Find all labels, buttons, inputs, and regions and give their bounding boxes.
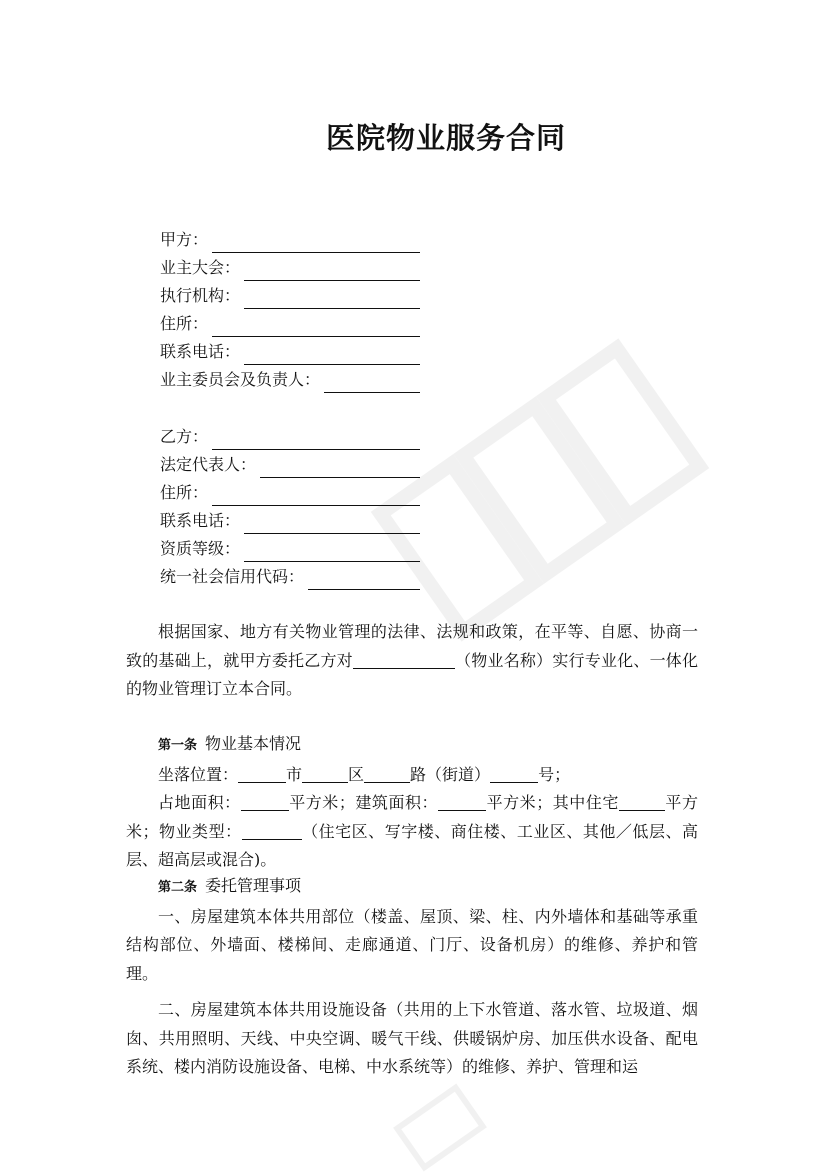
field-credit-code xyxy=(160,563,420,591)
article-2-item-2: 二、房屋建筑本体共用设施设备（共用的上下水管道、落水管、垃圾道、烟囱、共用照明、天线、中央空调、暖气干线、供暖锅炉房、加压供水设备、配电系统、楼内消防设施设备、电梯、中水系统等）的维修、养护、管理和运 xyxy=(126,1000,698,1076)
number-blank[interactable] xyxy=(490,764,538,783)
location-label: 坐落位置： xyxy=(158,764,239,784)
field-committee-head xyxy=(160,366,420,394)
field-phone-a xyxy=(160,338,420,366)
field-blank[interactable] xyxy=(260,459,420,478)
intro-text: （物业名称）实行专业化、一体化的物业管理订立本合同。 xyxy=(126,650,698,698)
field-label: 乙方： xyxy=(160,427,209,446)
field-executive-body xyxy=(160,282,420,310)
field-label: 执行机构： xyxy=(160,286,241,305)
field-label: 业主委员会及负责人： xyxy=(160,370,321,389)
area-label: 占地面积： xyxy=(158,793,241,812)
field-label: 甲方： xyxy=(160,230,209,249)
field-label: 业主大会： xyxy=(160,258,241,277)
field-legal-rep xyxy=(160,451,420,479)
page-title: 医院物业服务合同 xyxy=(325,121,566,155)
building-area-blank[interactable] xyxy=(438,792,486,811)
property-type-blank[interactable] xyxy=(242,821,302,840)
party-a-fields xyxy=(160,226,420,394)
field-blank[interactable] xyxy=(212,234,420,253)
field-label: 统一社会信用代码： xyxy=(160,567,305,586)
area-text: 平方米；物业类型： xyxy=(126,793,698,841)
area-text: 平方米；建筑面积： xyxy=(288,793,439,812)
intro-paragraph xyxy=(126,618,698,704)
field-blank[interactable] xyxy=(244,262,420,281)
field-phone-b xyxy=(160,507,420,535)
intro-text: 根据国家、地方有关物业管理的法律、法规和政策，在平等、自愿、协商一致的基础上，就甲方委托乙方对 xyxy=(126,622,698,670)
field-blank[interactable] xyxy=(308,571,420,590)
field-blank[interactable] xyxy=(244,290,420,309)
city-label: 市 xyxy=(286,764,303,784)
field-blank[interactable] xyxy=(244,543,420,562)
article-title: 物业基本情况 xyxy=(205,734,302,753)
watermark-icon xyxy=(380,1080,500,1175)
field-address-a xyxy=(160,310,420,338)
field-qualification xyxy=(160,535,420,563)
party-b-fields xyxy=(160,423,420,591)
district-label: 区 xyxy=(348,764,365,784)
field-label: 资质等级： xyxy=(160,539,241,558)
field-label: 住所： xyxy=(160,483,209,502)
field-blank[interactable] xyxy=(212,487,420,506)
field-party-b xyxy=(160,423,420,451)
field-owners-assembly xyxy=(160,254,420,282)
article-title: 委托管理事项 xyxy=(205,876,302,895)
district-blank[interactable] xyxy=(302,764,348,783)
field-blank[interactable] xyxy=(212,318,420,337)
area-text: 平方米；其中住宅 xyxy=(486,793,619,812)
land-area-blank[interactable] xyxy=(241,792,289,811)
residential-area-blank[interactable] xyxy=(619,792,665,811)
field-blank[interactable] xyxy=(212,431,420,450)
city-blank[interactable] xyxy=(238,764,286,783)
article-number: 第二条 xyxy=(158,880,198,895)
field-label: 法定代表人： xyxy=(160,455,257,474)
field-blank[interactable] xyxy=(244,346,420,365)
field-blank[interactable] xyxy=(324,374,420,393)
article-number: 第一条 xyxy=(158,738,198,753)
article-2-item-1: 一、房屋建筑本体共用部位（楼盖、屋顶、梁、柱、内外墙体和基础等承重结构部位、外墙面、楼梯间、走廊通道、门厅、设备机房）的维修、养护和管理。 xyxy=(126,906,698,983)
field-label: 联系电话： xyxy=(160,342,241,361)
property-name-blank[interactable] xyxy=(353,650,455,669)
road-blank[interactable] xyxy=(364,764,410,783)
field-party-a xyxy=(160,226,420,254)
field-label: 住所： xyxy=(160,314,209,333)
road-label: 路（街道） xyxy=(410,764,491,784)
field-label: 联系电话： xyxy=(160,511,241,530)
field-blank[interactable] xyxy=(244,515,420,534)
field-address-b xyxy=(160,479,420,507)
number-label: 号； xyxy=(538,764,571,784)
property-types-text: （住宅区、写字楼、商住楼、工业区、其他／低层、高层、超高层或混合)。 xyxy=(126,821,698,869)
article-1 xyxy=(126,730,698,875)
article-2 xyxy=(126,872,698,1082)
